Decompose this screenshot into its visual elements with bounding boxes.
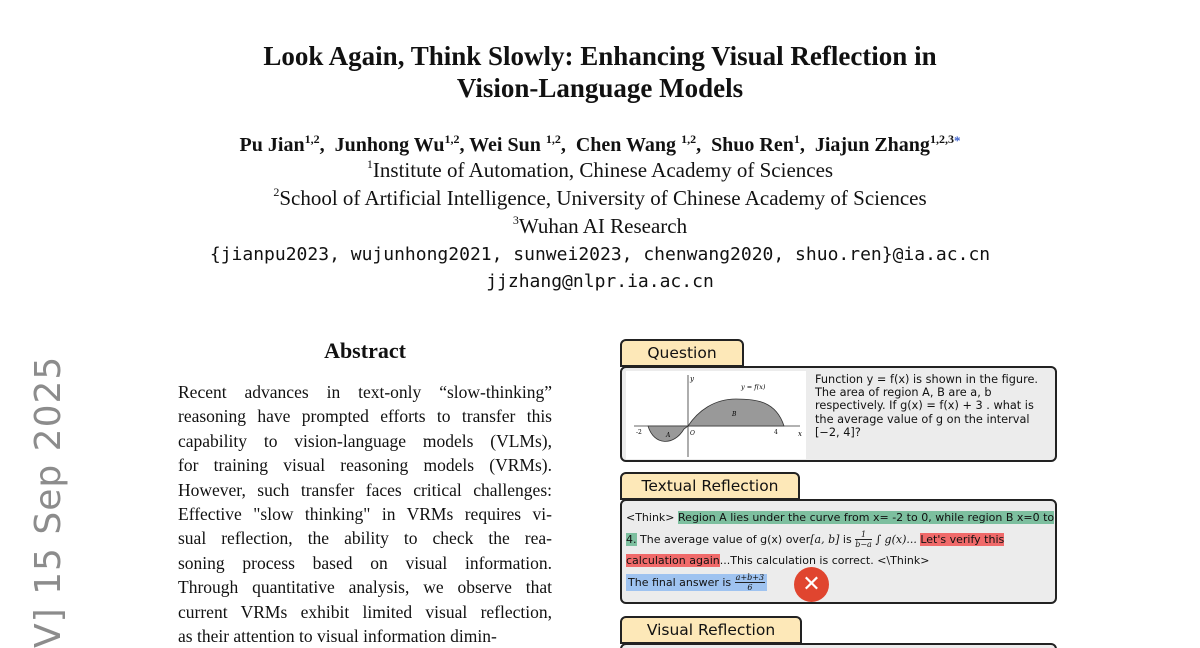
graph-region-b-label: B <box>732 411 737 418</box>
author-affil: 1,2 <box>304 132 320 146</box>
author-affil: 1,2 <box>681 132 697 146</box>
affiliation-3 <box>0 213 1200 239</box>
final-answer-highlight <box>626 574 767 591</box>
author-affil: 1 <box>793 132 800 146</box>
graph-tick-left: -2 <box>636 429 642 436</box>
email-line-1[interactable]: {jianpu2023, wujunhong2021, sunwei2023, chenwang2020, shuo.ren}@ia.ac.cn <box>209 244 991 265</box>
textual-reflection-tag: Textual Reflection <box>620 472 800 500</box>
abstract-body <box>178 380 552 648</box>
average-text: The average value of g(x) over <box>640 532 811 546</box>
abstract-line: soning process based on visual information. <box>178 552 552 573</box>
wrong-answer-icon: ✕ <box>794 567 829 602</box>
think-open-tag: <Think> <box>626 511 675 524</box>
abstract-line: current VRMs exhibit limited visual reflection, <box>178 601 552 622</box>
question-text: Function y = f(x) is shown in the figure. The area of region A, B are a, b respectively. If g(x) = f(x) + 3 . what is the average value of g on the interval [−2, 4]? <box>815 373 1039 439</box>
fraction-denominator: b−a <box>855 540 872 549</box>
abstract-line: sual reflection, the ability to check the rea- <box>178 528 552 549</box>
abstract-heading: Abstract <box>324 338 406 363</box>
author-name: Jiajun Zhang <box>814 134 930 156</box>
author-name: Shuo Ren <box>711 134 794 156</box>
final-answer-fraction <box>735 573 765 592</box>
graph-region-a-label: A <box>666 432 671 439</box>
author-list: Pu Jian$^{1,2}$, Junhong Wu$^{1,2}$, Wei Sun $^{1,2}$, Chen Wang $^{1,2}$, Shuo Ren$^1$, Jiajun Zhang$^{1,2,3*}$ <box>239 132 961 156</box>
tail-text: ...This calculation is correct. <\Think> <box>719 554 930 567</box>
abstract-line: as their attention to visual information dimin- <box>178 626 497 647</box>
final-answer-prefix: The final answer is <box>628 575 732 589</box>
author-name: Pu Jian <box>239 134 305 156</box>
visual-reflection-tag: Visual Reflection <box>620 616 802 644</box>
affiliation-sup: 3 <box>512 213 519 227</box>
title-line-2: Vision-Language Models <box>456 73 744 103</box>
affiliation-1 <box>0 157 1200 183</box>
abstract-line: However, such transfer faces critical challenges: <box>178 479 552 500</box>
function-graph <box>626 371 806 459</box>
author-affil: 1,2,3 <box>929 132 954 146</box>
final-answer-denominator: 6 <box>747 583 753 592</box>
abstract-line: capability to vision-language models (VLMs), <box>178 430 552 451</box>
author-name: Chen Wang <box>575 134 677 156</box>
final-answer-numerator: a+b+3 <box>735 573 765 582</box>
affiliation-sup: 2 <box>273 185 280 199</box>
textual-reflection-box <box>620 499 1057 604</box>
integral-expression: ∫ g(x)... <box>875 532 917 546</box>
affiliation-sup: 1 <box>366 157 373 171</box>
is-text: is <box>842 532 852 546</box>
abstract-line: for training visual reasoning models (VRMs). <box>178 455 552 476</box>
reflection-text <box>626 507 1056 593</box>
fraction <box>855 530 872 549</box>
author-name: Wei Sun <box>469 134 541 156</box>
abstract-line: Effective "slow thinking" in VRMs requires vi- <box>178 504 552 525</box>
author-name: Junhong Wu <box>334 134 445 156</box>
affiliation-text: Institute of Automation, Chinese Academy of Sciences <box>372 158 834 182</box>
fraction-numerator: 1 <box>855 530 872 540</box>
graph-tick-right: 4 <box>774 429 778 436</box>
paper-title <box>0 40 1200 104</box>
green-highlight: Region A lies under the curve from x= -2 to 0, while region B x=0 to 4. <box>626 511 1055 546</box>
red-highlight: Let's verify this calculation again <box>626 532 1005 567</box>
title-line-1: Look Again, Think Slowly: Enhancing Visual Reflection in <box>263 41 937 71</box>
graph-origin-label: O <box>690 430 695 437</box>
affiliation-text: Wuhan AI Research <box>518 214 688 238</box>
visual-reflection-box <box>620 643 1057 648</box>
affiliation-text: School of Artificial Intelligence, University of Chinese Academy of Sciences <box>279 186 927 210</box>
corresponding-author-mark[interactable]: * <box>953 133 961 148</box>
graph-curve-label: y = f(x) <box>741 383 766 391</box>
abstract-line: reasoning have prompted efforts to transfer this <box>178 406 552 427</box>
arxiv-stamp: V] 15 Sep 2025 <box>28 355 69 648</box>
graph-y-label: y <box>690 375 694 383</box>
author-affil: 1,2 <box>444 132 460 146</box>
affiliation-2 <box>0 185 1200 211</box>
abstract-line: Through quantitative analysis, we observe that <box>178 577 552 598</box>
email-line-2[interactable]: jjzhang@nlpr.ia.ac.cn <box>486 271 714 292</box>
abstract-line: Recent advances in text-only “slow-thinking” <box>178 382 552 402</box>
question-tag: Question <box>620 339 744 367</box>
question-box <box>620 366 1057 462</box>
interval-math: [a, b] <box>810 532 840 546</box>
graph-x-label: x <box>798 430 802 438</box>
author-affil: 1,2 <box>545 132 561 146</box>
